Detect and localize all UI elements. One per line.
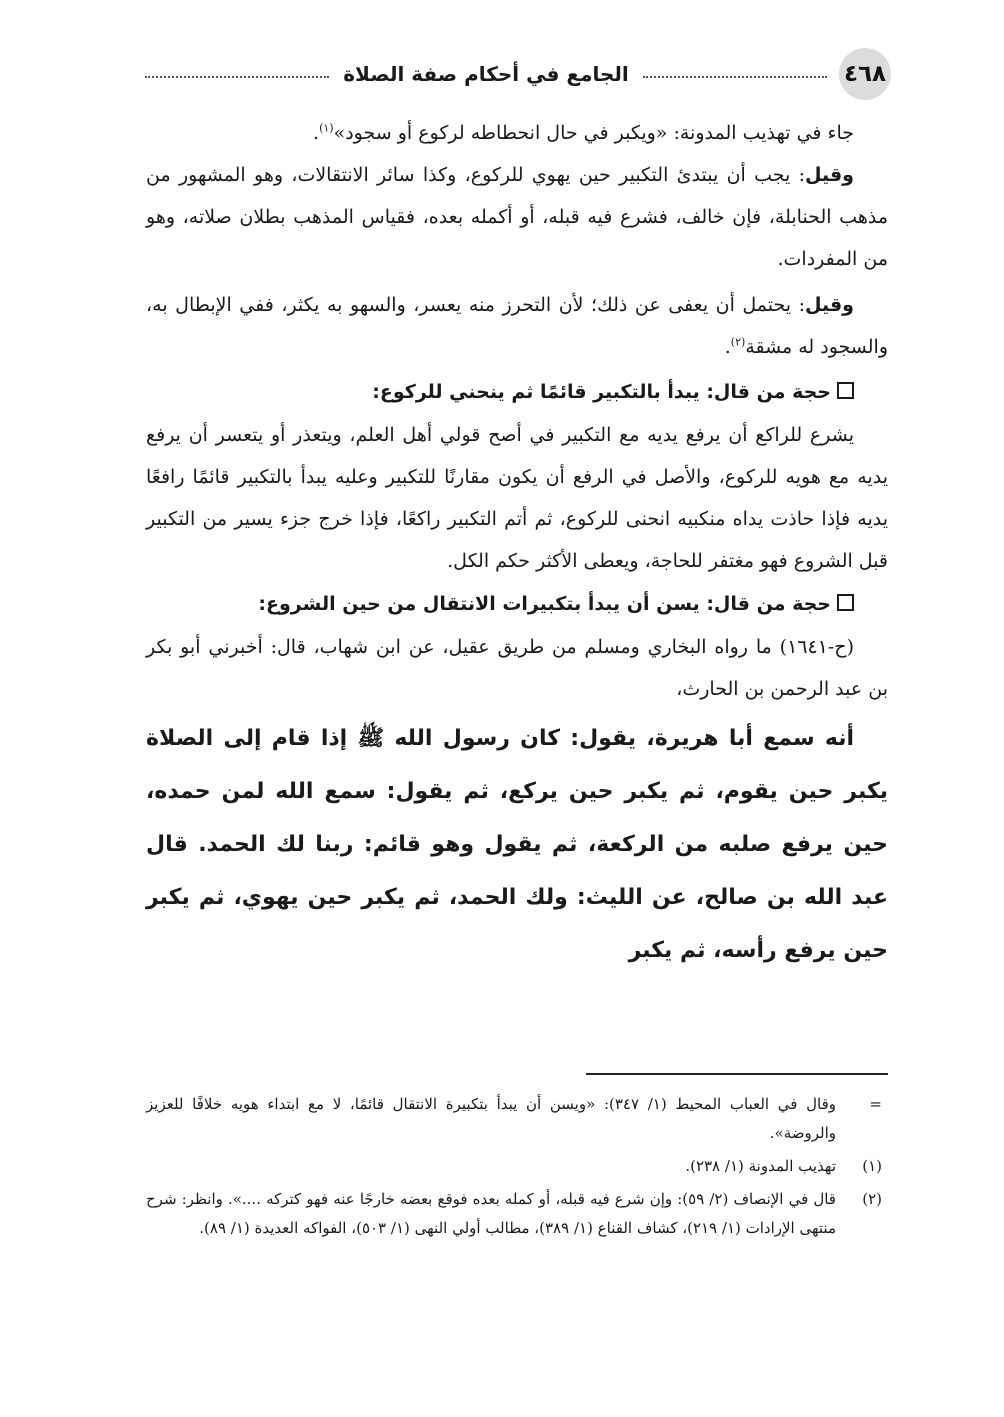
footnote-ref: (٢) [730, 335, 746, 349]
paragraph: (ح-١٦٤١) ما رواه البخاري ومسلم من طريق عقيل، عن ابن شهاب، قال: أخبرني أبو بكر بن عبد الرحمن بن الحارث، [146, 636, 888, 700]
section-heading: حجة من قال: يسن أن يبدأ بتكبيرات الانتقال من حين الشروع: [146, 582, 888, 626]
checkbox-square-icon [837, 594, 854, 611]
paragraph: يشرع للراكع أن يرفع يديه مع التكبير في أصح قولي أهل العلم، ويتعذر أو يتعسر أن يرفع يديه مع هويه للركوع، والأصل في الرفع أن يكون مقارنًا للتكبير وعليه يبدأ بالتكبير قائمًا رافعًا يديه فإذا حاذت يداه منكبيه انحنى للركوع، ثم أتم التكبير راكعًا، فإذا خرج جزء يسير من التكبير قبل الشروع فهو مغتفر للحاجة، ويعطى الأكثر حكم الكل. [146, 424, 888, 572]
running-header [145, 48, 889, 100]
lead-word: وقيل [805, 164, 854, 186]
checkbox-square-icon [837, 382, 854, 399]
footnote: = وقال في العباب المحيط (١/ ٣٤٧): «ويسن أن يبدأ بتكبيرة الانتقال قائمًا، لا مع ابتداء هويه خلافًا للعزيز والروضة». [146, 1090, 882, 1148]
hadith-text: أنه سمع أبا هريرة، يقول: كان رسول الله ﷺ إذا قام إلى الصلاة يكبر حين يقوم، ثم يكبر حين يركع، ثم يقول: سمع الله لمن حمده، حين يرفع صلبه من الركعة، ثم يقول وهو قائم: ربنا لك الحمد. قال عبد الله بن صالح، عن الليث: ولك الحمد، ثم يكبر حين يهوي، ثم يكبر حين يرفع رأسه، ثم يكبر [146, 726, 888, 963]
footnote-marker: (٢) [862, 1190, 882, 1208]
paragraph: وقيل: يحتمل أن يعفى عن ذلك؛ لأن التحرز منه يعسر، والسهو به يكثر، ففي الإبطال به، والسجود له مشقة$^{(٢)}$. [146, 294, 888, 358]
footnote-ref: (١) [319, 121, 334, 135]
footnote: (٢) قال في الإنصاف (٢/ ٥٩): وإن شرع فيه قبله، أو كمله بعده فوقع بعضه خارجًا عنه فهو كتركه ....». وانظر: شرح منتهى الإرادات (١/ ٢١٩)، كشاف القناع (١/ ٣٨٩)، مطالب أولي النهى (١/ ٥٠٣)، الفواكه العديدة (١/ ٨٩). [146, 1185, 882, 1243]
book-title: الجامع في أحكام صفة الصلاة [343, 62, 629, 86]
footnote-marker: = [869, 1095, 882, 1113]
paragraph: جاء في تهذيب المدونة: «ويكبر في حال انحطاطه لركوع أو سجود»$^{(١)}$. [313, 121, 854, 144]
section-heading: حجة من قال: يبدأ بالتكبير قائمًا ثم ينحني للركوع: [146, 370, 888, 414]
footnote-marker: (١) [862, 1157, 882, 1175]
footnotes [146, 1090, 882, 1247]
header-dots-left [145, 76, 329, 78]
footnote-separator [586, 1073, 888, 1075]
header-dots-right [643, 76, 827, 78]
lead-word: وقيل [805, 294, 854, 316]
header-title-row [145, 60, 827, 88]
paragraph: وقيل: يجب أن يبتدئ التكبير حين يهوي للركوع، وكذا سائر الانتقالات، وهو المشهور من مذهب الحنابلة، فإن خالف، فشرع فيه قبله، أو أكمله بعده، فقياس المذهب بطلان صلاته، وهو من المفردات. [146, 164, 888, 270]
page-number: ٤٦٨ [839, 48, 891, 100]
main-text [146, 112, 888, 977]
footnote: (١) تهذيب المدونة (١/ ٢٣٨). [146, 1152, 882, 1181]
